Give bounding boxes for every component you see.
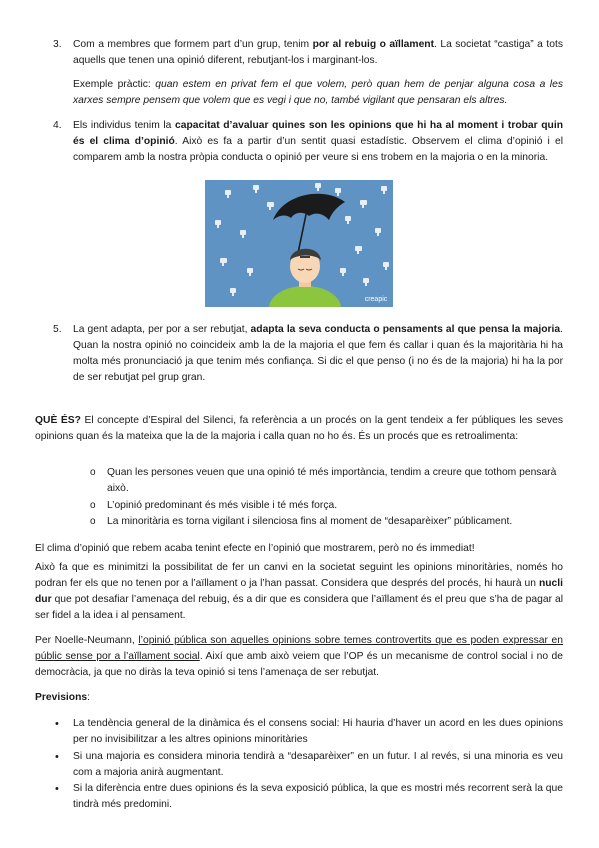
previsions-item: La tendència general de la dinàmica és el consens social: Hi hauria d’haver un acord en les dues opinions per no invisibilitzar a les altres opinions minoritàries [73,718,563,745]
item-4-intro: Els individus tenim la [73,120,176,131]
umbrella-illustration [205,180,393,307]
minimitzi-bold: nucli dur [35,578,563,605]
que-es-label: QUÈ ÉS? [35,415,81,426]
sub-bullet-marker: o [90,500,96,511]
sub-bullet-item: L’opinió predominant és més visible i té més força. [107,500,338,511]
previsions-colon: : [87,692,90,703]
item-5-intro: La gent adapta, per por a ser rebutjat, [73,324,251,335]
que-es-paragraph [35,413,563,445]
item-5-text [73,322,563,386]
item-5-bold: adapta la seva conducta o pensaments al que pensa la majoria [250,324,561,335]
sub-bullet-item: La minoritària es torna vigilant i silenciosa fins al moment de “desaparèixer” públicament. [107,516,513,527]
sub-bullet-item: Quan les persones veuen que una opinió té més importància, tendim a creure que tothom pensarà això. [107,467,557,494]
bullet-marker: • [55,718,59,730]
list-number-3: 3. [53,39,62,50]
noelle-underlined: l’opinió pública son aquelles opinions sobre temes controvertits que es poden expressar en públic sense por a l’aïllament social [35,635,564,662]
watermark: creapic [364,296,388,303]
item-4-rest: . Això es fa a partir d’un sentit quasi estadístic. Observem el clima d’opinió i el comparem amb la nostra pròpia conducta o opinió per veure si ens trobem en la majoria o en la minoria. [73,136,563,163]
item-4-text [73,118,563,166]
sub-bullet-marker: o [90,467,96,478]
list-number-4: 4. [53,120,62,131]
sub-bullet-marker: o [90,516,96,527]
previsions-item: Si la diferència entre dues opinions és la seva exposició pública, la que es mostri més recorrent serà la que tindrà més predomini. [73,783,563,810]
minimitzi-paragraph [35,560,563,624]
example-text: quan estem en privat fem el que volem, però quan hem de penjar alguna cosa a les xarxes sempre pensem que volem que es vegi i que no, també vigilant que pensaran els altres. [73,79,563,106]
que-es-text: El concepte d’Espiral del Silenci, fa referència a un procés on la gent tendeix a fer públiques les seves opinions quan és la mateixa que la de la majoria i calla quan no ho és. És un procés que es retroalimenta: [35,415,563,442]
umbrella-dislike-rain-image [205,180,393,307]
item-4-bold: capacitat d’avaluar quines son les opinions que hi ha al moment i trobar quin és el clima d’opinió [73,120,563,147]
example-block [73,77,563,109]
noelle-rest: . Així que amb això veiem que l’OP és un mecanisme de control social i no de democràcia, ja que no diràs la teva opinió si tens l’amenaça de ser rebutjat. [35,651,563,678]
previsions-label: Previsions [35,692,88,703]
minimitzi-intro: Això fa que es minimitzi la possibilitat de fer un canvi en la societat seguint les opinions minoritàries, només ho podran fer els que no tenen por a l’aïllament o ja l’han passat. Considera que després del procés, hi haurà un [35,562,563,589]
minimitzi-rest: que pot desafiar l’amenaça del rebuig, és a dir que es considera que l’aïllament és el preu que s’ha de pagar al ser fidel a la idea i al pensament. [35,594,563,621]
item-3-text [73,37,563,69]
clima-paragraph: El clima d’opinió que rebem acaba tenint efecte en l’opinió que mostrarem, però no és immediat! [35,543,475,554]
noelle-intro: Per Noelle-Neumann, [35,635,139,646]
item-3-rest: . La societat “castiga” a tots aquells que tenen una opinió diferent, rebutjant-los i marginant-los. [73,39,563,66]
previsions-heading [35,690,90,706]
bullet-marker: • [55,751,59,763]
previsions-item: Si una majoria es considera minoria tendirà a “desaparèixer” en un futur. I al revés, si una minoria es veu com a majoria anirà augmentant. [73,751,563,778]
item-3-bold: por al rebuig o aïllament [312,39,435,50]
bullet-marker: • [55,783,59,795]
example-label: Exemple pràctic: [73,79,156,90]
list-number-5: 5. [53,324,62,335]
item-5-rest: . Quan la nostra opinió no coincideix amb la de la majoria el que fem és callar i quan és la majoritària hi ha molta més pronunciació ja que tenim més confiança. Si dic el que penso (i no és de la majoria) hi ha la por de ser rebutjat pel grup gran. [73,324,563,383]
item-3-intro: Com a membres que formem part d’un grup, tenim [73,39,313,50]
noelle-paragraph [35,633,563,681]
